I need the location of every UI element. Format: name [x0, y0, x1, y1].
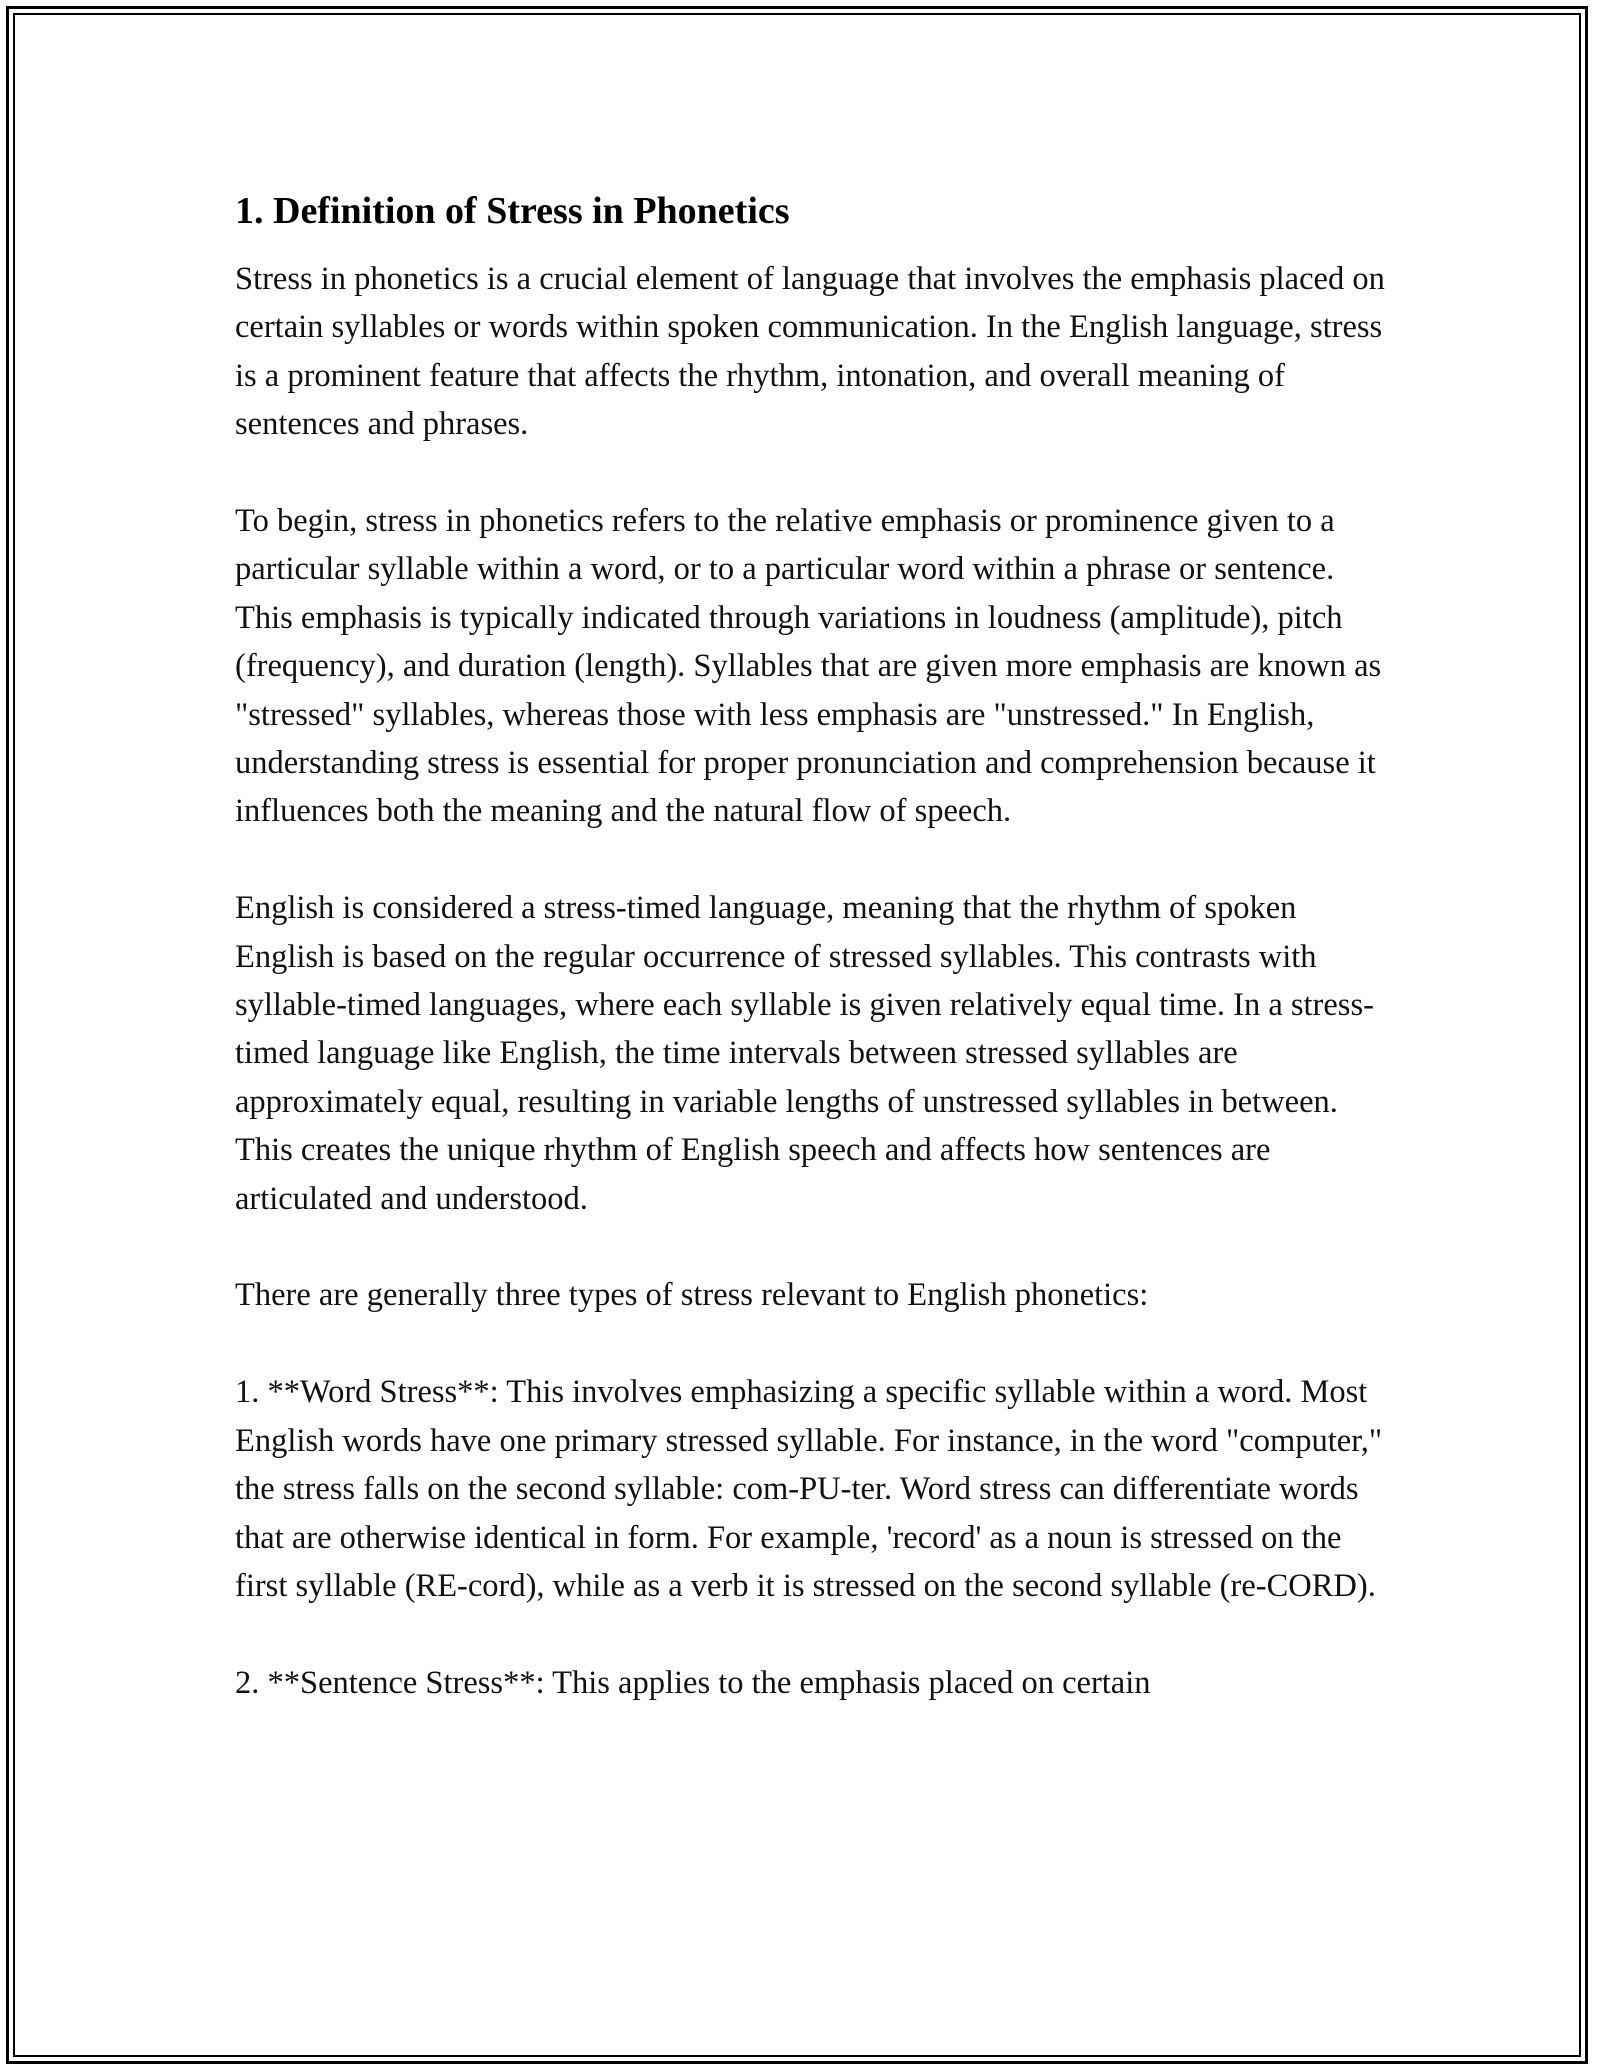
- paragraph-types-intro: There are generally three types of stress relevant to English phonetics:: [235, 1277, 1149, 1314]
- paragraph-sentence-stress: 2. **Sentence Stress**: This applies to the emphasis placed on certain: [235, 1664, 1151, 1701]
- paragraph-stress-timed: English is considered a stress-timed language, meaning that the rhythm of spoken English is based on the regular occurrence of stressed syllables. This contrasts with syllable-timed languages, where each syllable is given relatively equal time. In a stress-timed language like English, the time intervals between stressed syllables are approximately equal, resulting in variable lengths of unstressed syllables in between. This creates the unique rhythm of English speech and affects how sentences are articulated and understood.: [235, 890, 1374, 1217]
- document-body: [235, 185, 1385, 1756]
- section-heading: 1. Definition of Stress in Phonetics: [235, 190, 790, 232]
- paragraph-intro: Stress in phonetics is a crucial element of language that involves the emphasis placed on certain syllables or words within spoken communication. In the English language, stress is a prominent feature that affects the rhythm, intonation, and overall meaning of sentences and phrases.: [235, 261, 1385, 443]
- paragraph-definition: To begin, stress in phonetics refers to the relative emphasis or prominence given to a particular syllable within a word, or to a particular word within a phrase or sentence. This emphasis is typically indicated through variations in loudness (amplitude), pitch (frequency), and duration (length). Syllables that are given more emphasis are known as "stressed" syllables, whereas those with less emphasis are "unstressed." In English, understanding stress is essential for proper pronunciation and comprehension because it influences both the meaning and the natural flow of speech.: [235, 503, 1382, 830]
- paragraph-word-stress: 1. **Word Stress**: This involves emphasizing a specific syllable within a word. Most English words have one primary stressed syllable. For instance, in the word "computer," the stress falls on the second syllable: com-PU-ter. Word stress can differentiate words that are otherwise identical in form. For example, 'record' as a noun is stressed on the first syllable (RE-cord), while as a verb it is stressed on the second syllable (re-CORD).: [235, 1374, 1383, 1604]
